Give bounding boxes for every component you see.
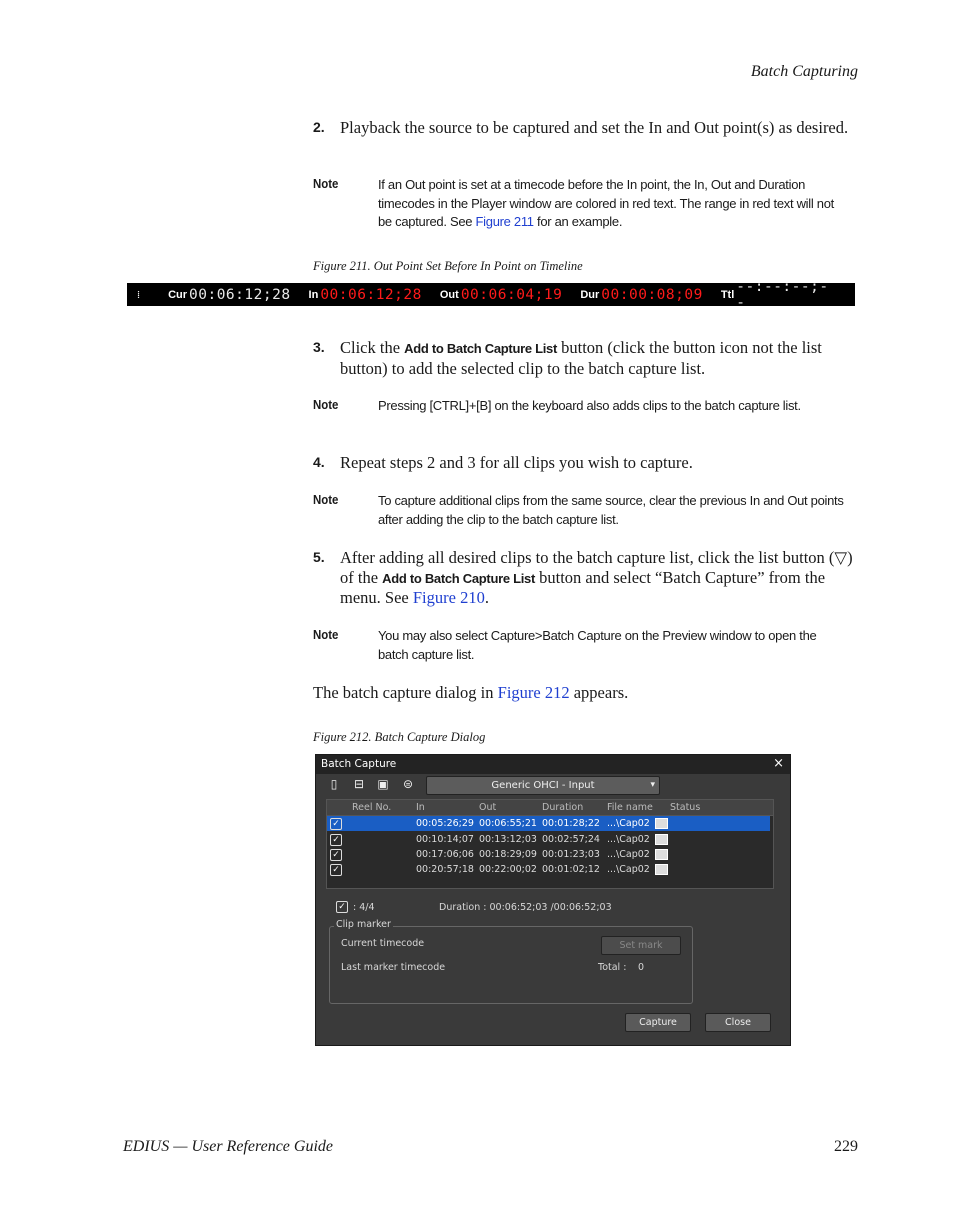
note-4	[313, 627, 843, 664]
step-4	[313, 453, 858, 473]
cell-file: ...\Cap02	[607, 818, 650, 829]
new-file-icon[interactable]: ▯	[330, 777, 338, 791]
step-number: 3.	[313, 339, 325, 355]
step-5	[313, 548, 858, 608]
cell-duration: 00:01:28;22	[542, 818, 600, 829]
batch-list-header	[327, 800, 773, 816]
step-3	[313, 338, 858, 378]
folder-icon[interactable]	[655, 834, 668, 845]
note-text: If an Out point is set at a timecode before the In point, the In, Out and Duration timecodes in the Player window are colored in red text. The range in red text will not be captured. See Figure 211 for an example.	[378, 177, 834, 229]
cell-file: ...\Cap02	[607, 849, 650, 860]
note-label: Note	[313, 627, 339, 642]
intro-paragraph: The batch capture dialog in Figure 212 appears.	[313, 683, 629, 702]
last-marker-label: Last marker timecode	[341, 962, 446, 973]
figure-211-caption: Figure 211. Out Point Set Before In Point on Timeline	[313, 259, 583, 273]
col-reel[interactable]: Reel No.	[352, 802, 392, 813]
input-select[interactable]: Generic OHCI - Input ▾	[426, 776, 660, 795]
note-3	[313, 492, 843, 529]
note-text: To capture additional clips from the same source, clear the previous In and Out points after adding the clip to the batch capture list.	[378, 493, 844, 527]
cell-duration: 00:02:57;24	[542, 834, 600, 845]
current-timecode-label: Current timecode	[341, 938, 425, 949]
step-number: 5.	[313, 549, 325, 565]
page-number: 229	[834, 1138, 858, 1155]
cell-in: 00:17:06;06	[416, 849, 474, 860]
col-in[interactable]: In	[416, 802, 425, 813]
batch-capture-dialog	[315, 754, 791, 1046]
capture-button[interactable]: Capture	[625, 1013, 691, 1032]
cell-out: 00:22:00;02	[479, 864, 537, 875]
clip-count: : 4/4	[353, 902, 375, 913]
note-2	[313, 397, 843, 416]
note-label: Note	[313, 397, 339, 412]
ui-button-ref: Add to Batch Capture List	[382, 570, 535, 586]
timecode-bar	[127, 278, 855, 311]
batch-list[interactable]	[326, 799, 774, 889]
close-button[interactable]: Close	[705, 1013, 771, 1032]
note-label: Note	[313, 492, 339, 507]
cell-duration: 00:01:23;03	[542, 849, 600, 860]
set-mark-button[interactable]: Set mark	[601, 936, 681, 955]
close-icon[interactable]: ×	[773, 756, 784, 771]
cell-out: 00:18:29;09	[479, 849, 537, 860]
cell-file: ...\Cap02	[607, 834, 650, 845]
col-duration[interactable]: Duration	[542, 802, 584, 813]
cell-out: 00:13:12;03	[479, 834, 537, 845]
table-row[interactable]	[327, 862, 770, 877]
note-text: You may also select Capture>Batch Capture on the Preview window to open the batch capture list.	[378, 628, 817, 662]
chevron-down-icon: ▾	[650, 780, 655, 790]
figure-212-link[interactable]: Figure 212	[497, 683, 570, 702]
total-label: Total :	[598, 962, 627, 973]
clip-marker-label: Clip marker	[336, 919, 391, 930]
note-text: Pressing [CTRL]+[B] on the keyboard also adds clips to the batch capture list.	[378, 398, 801, 413]
col-status[interactable]: Status	[670, 802, 701, 813]
dialog-title: Batch Capture	[321, 758, 397, 770]
note-1	[313, 176, 843, 232]
running-header: Batch Capturing	[750, 63, 858, 80]
step-text: Click the Add to Batch Capture List button (click the button icon not the list button) to add the selected clip to the batch capture list.	[340, 338, 822, 378]
dur-timecode: Dur 00:00:08;09	[580, 286, 703, 303]
total-value: 0	[638, 962, 645, 973]
row-checkbox[interactable]: ✓	[330, 849, 342, 861]
cell-out: 00:06:55;21	[479, 818, 537, 829]
table-row[interactable]	[327, 847, 770, 862]
step-2	[313, 118, 858, 138]
step-text: After adding all desired clips to the batch capture list, click the list button (▽) of the Add to Batch Capture List button and select “Batch Capture” from the menu. See Figure 210.	[340, 548, 853, 607]
duration-summary: Duration : 00:06:52;03 /00:06:52;03	[439, 902, 612, 913]
figure-212-caption: Figure 212. Batch Capture Dialog	[313, 730, 486, 744]
out-timecode: Out 00:06:04;19	[439, 286, 563, 303]
step-text: Repeat steps 2 and 3 for all clips you wish to capture.	[340, 453, 693, 472]
table-row[interactable]	[327, 832, 770, 847]
step-text: Playback the source to be captured and set the In and Out point(s) as desired.	[340, 118, 849, 137]
row-checkbox[interactable]: ✓	[330, 834, 342, 846]
footer-title: EDIUS — User Reference Guide	[123, 1138, 334, 1155]
col-out[interactable]: Out	[479, 802, 497, 813]
cell-in: 00:10:14;07	[416, 834, 474, 845]
row-checkbox[interactable]: ✓	[330, 864, 342, 876]
dialog-titlebar	[316, 755, 790, 774]
cell-in: 00:05:26;29	[416, 818, 474, 829]
folder-icon[interactable]	[655, 864, 668, 875]
folder-icon[interactable]	[655, 818, 668, 829]
cell-file: ...\Cap02	[607, 864, 650, 875]
ttl-timecode: Ttl --:--:--;--	[720, 278, 829, 311]
figure-210-link[interactable]: Figure 210	[412, 588, 485, 607]
table-row[interactable]	[327, 816, 770, 831]
ui-button-ref: Add to Batch Capture List	[404, 341, 557, 356]
select-all-checkbox[interactable]: ✓	[336, 901, 348, 913]
in-timecode: In 00:06:12;28	[308, 286, 422, 303]
timeline-marker-icon: ⁞	[137, 287, 141, 301]
note-label: Note	[313, 176, 339, 191]
cell-in: 00:20:57;18	[416, 864, 474, 875]
col-filename[interactable]: File name	[607, 802, 653, 813]
save-icon[interactable]: ▣	[377, 777, 389, 791]
step-number: 2.	[313, 119, 325, 135]
row-checkbox[interactable]: ✓	[330, 818, 342, 830]
figure-211-link[interactable]: Figure 211	[475, 214, 534, 229]
folder-icon[interactable]	[655, 849, 668, 860]
step-number: 4.	[313, 454, 325, 470]
cur-timecode: Cur 00:06:12;28	[168, 286, 291, 303]
cell-duration: 00:01:02;12	[542, 864, 600, 875]
open-folder-icon[interactable]: ⊟	[353, 777, 365, 791]
capture-device-icon[interactable]: ⊜	[402, 777, 414, 791]
